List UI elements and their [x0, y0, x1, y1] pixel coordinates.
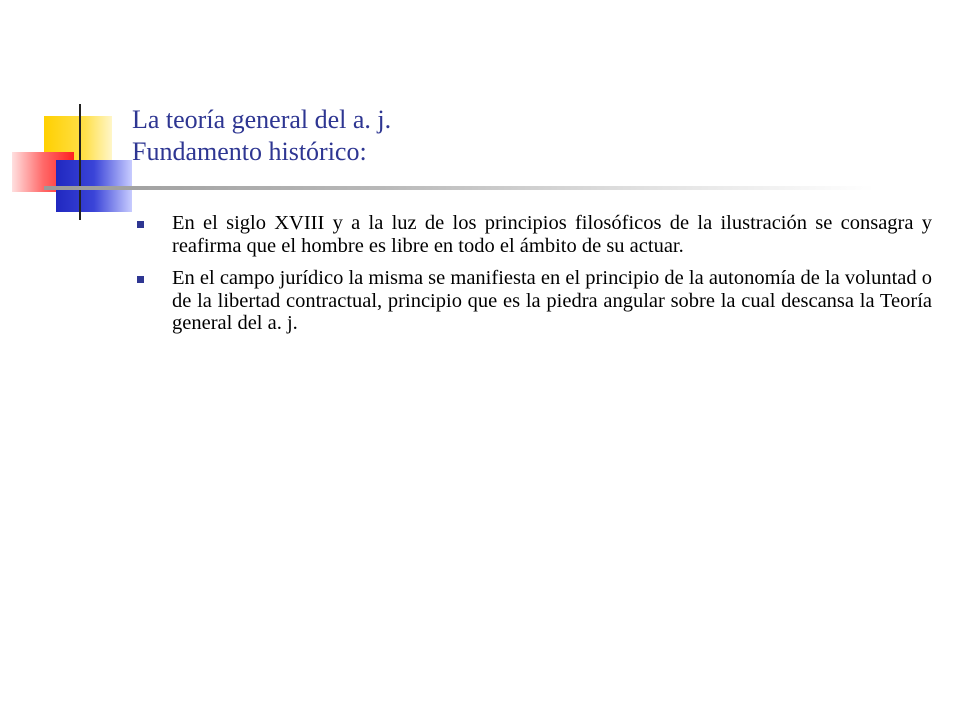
decorative-squares-graphic — [0, 0, 140, 230]
bullet-list — [134, 212, 932, 345]
bullet-item — [134, 267, 932, 335]
square-bullet-icon — [137, 276, 144, 283]
bullet-text: En el campo jurídico la misma se manifiesta en el principio de la autonomía de la voluntad o de la libertad contractual, principio que es la piedra angular sobre la cual descansa la Teoría general del a. j. — [172, 267, 932, 334]
square-bullet-icon — [137, 221, 144, 228]
title-divider — [44, 186, 874, 190]
bullet-item — [134, 212, 932, 257]
slide-title — [132, 104, 391, 168]
slide-title-line1: La teoría general del a. j. — [132, 105, 392, 134]
slide-title-line2: Fundamento histórico: — [132, 137, 367, 166]
bullet-text: En el siglo XVIII y a la luz de los principios filosóficos de la ilustración se consagra y reafirma que el hombre es libre en todo el ámbito de su actuar. — [172, 212, 932, 257]
